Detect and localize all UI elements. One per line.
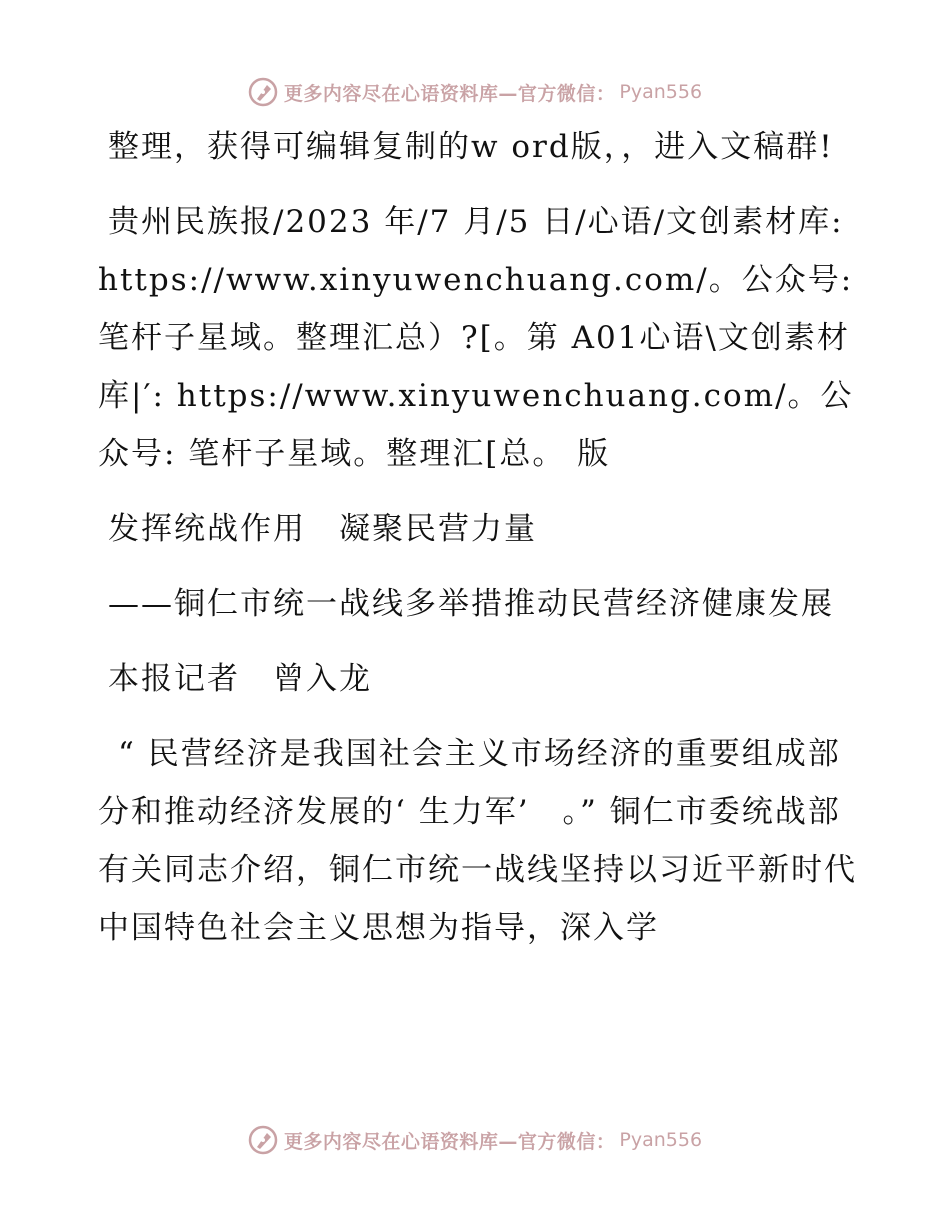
footer-wechat-id: Pyan556 [619,1129,703,1151]
intro-paragraph: 整理，获得可编辑复制的w ord版，，进入文稿群! [108,129,834,165]
pen-nib-logo-icon [248,77,278,107]
pen-nib-logo-icon [248,1125,278,1155]
article-byline: 本报记者 曾入龙 [108,661,372,697]
footer-banner [0,1120,950,1160]
footer-banner-text: 更多内容尽在心语资料库—官方微信： [283,1130,616,1153]
article-title: 发挥统战作用 凝聚民营力量 [108,511,537,547]
document-body [98,118,858,974]
header-banner-text: 更多内容尽在心语资料库—官方微信： [283,82,616,105]
header-banner [0,72,950,112]
article-body-paragraph: “ 民营经济是我国社会主义市场经济的重要组成部分和推动经济发展的‘ 生力军’ 。” 铜仁市委统战部有关同志介绍，铜仁市统一战线坚持以习近平新时代中国特色社会主义思想为指导，深入学 [98,736,857,946]
article-subtitle: ——铜仁市统一战线多举措推动民营经济健康发展 [108,586,834,622]
header-wechat-id: Pyan556 [619,81,703,103]
source-paragraph: 贵州民族报/2023 年/7 月/5 日/心语/文创素材库: https://www.xinyuwenchuang.com/。公众号: 笔杆子星域。整理汇总）?[。第 A01心语\文创素材库|′: https://www.xinyuwenchuang.com/。公众号: 笔杆子星域。整理汇[总。 版 [98,204,854,472]
